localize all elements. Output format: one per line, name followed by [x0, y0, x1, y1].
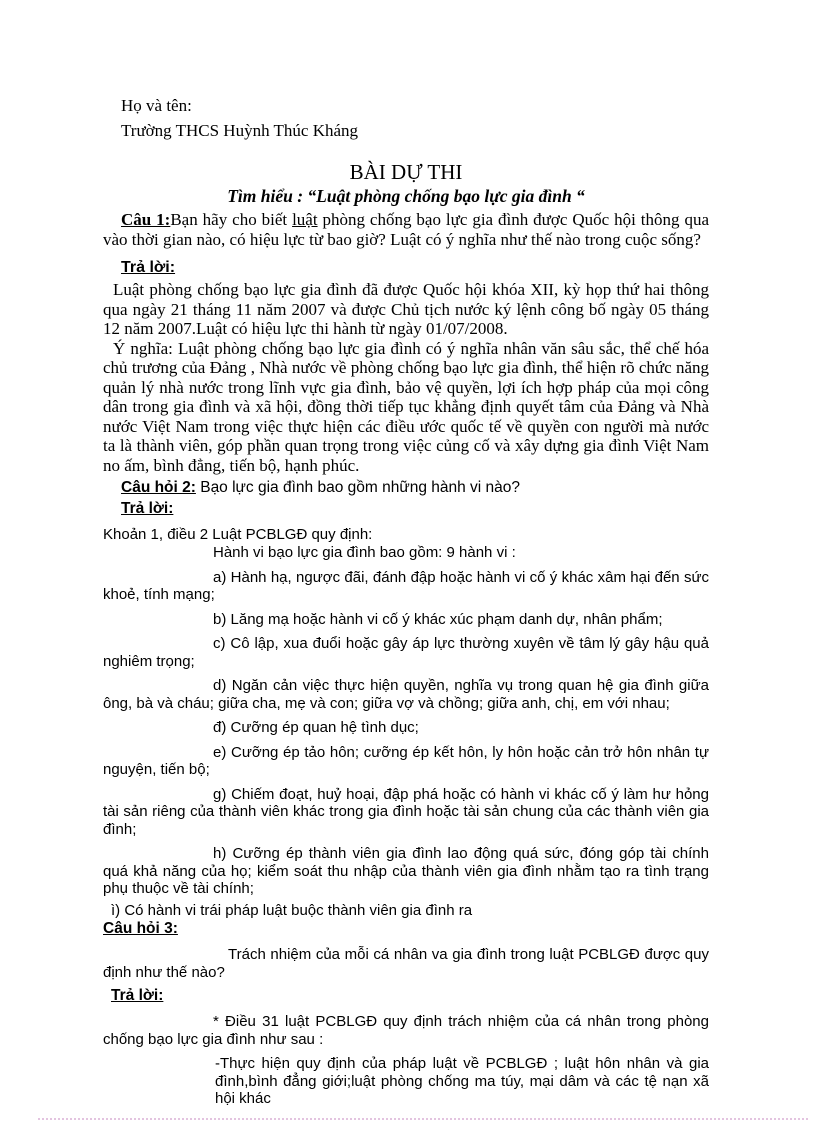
question-1-text-b: phòng chống bạo lực gia đình được Quốc hội thông qua vào thời gian nào, có hiệu lực từ bao giờ? Luật có ý nghĩa như thế nào trong cuộc sống?	[103, 210, 709, 249]
question-2-text: Bạo lực gia đình bao gồm những hành vi nào?	[195, 479, 521, 496]
question-2-line	[103, 479, 709, 497]
answer-2-intro-count: Hành vi bạo lực gia đình bao gồm: 9 hành vi :	[213, 544, 516, 561]
page-break-dotted-line	[38, 1118, 808, 1120]
behavior-item-h: h) Cưỡng ép thành viên gia đình lao động quá sức, đóng góp tài chính quá khả năng của họ; kiểm soát thu nhập của thành viên gia đình nhằm tạo ra tình trạng phụ thuộc về tài chính;	[103, 845, 709, 897]
question-2-label: Câu hỏi 2:	[121, 479, 196, 496]
question-3-header: Câu hỏi 3:	[103, 920, 178, 937]
answer-1-header: Trả lời:	[121, 259, 176, 276]
behavior-item-dd: đ) Cưỡng ép quan hệ tình dục;	[213, 719, 419, 736]
behavior-item-c: c) Cô lập, xua đuổi hoặc gây áp lực thường xuyên về tâm lý gây hậu quả nghiêm trọng;	[103, 635, 709, 670]
answer-1-paragraph-meaning: Ý nghĩa: Luật phòng chống bạo lực gia đình có ý nghĩa nhân văn sâu sắc, thể chế hóa chủ trương của Đảng , Nhà nước về phòng chống bạo lực gia đình, thể hiện rõ chức năng quản lý nhà nước trong lĩnh vực gia đình, bảo vệ quyền, lợi ích hợp pháp của mọi công dân trong gia đình và xã hội, đồng thời tiếp tục khẳng định quyết tâm của Đảng và Nhà nước Việt Nam trong việc thực hiện các điều ước quốc tế về quyền con người mà nước ta là thành viên, góp phần quan trọng trong việc củng cố và xây dựng gia đình Việt Nam no ấm, bình đẳng, tiến bộ, hạnh phúc.	[103, 338, 709, 475]
question-1-paragraph	[103, 210, 709, 249]
behavior-item-e: e) Cưỡng ép tảo hôn; cưỡng ép kết hôn, ly hôn hoặc cản trở hôn nhân tự nguyện, tiến bộ;	[103, 743, 709, 778]
author-name-line: Họ và tên:	[121, 96, 192, 115]
document-title: BÀI DỰ THI	[349, 160, 463, 184]
behavior-item-a: a) Hành hạ, ngược đãi, đánh đập hoặc hành vi cố ý khác xâm hại đến sức khoẻ, tính mạng;	[103, 568, 709, 603]
behavior-item-b: b) Lăng mạ hoặc hành vi cố ý khác xúc phạm danh dự, nhân phẩm;	[213, 610, 663, 628]
answer-3-paragraph-duties: -Thực hiện quy định của pháp luật về PCBLGĐ ; luật hôn nhân và gia đình,bình đẳng giới;luật phòng chống ma túy, mại dâm và các tệ nạn xã hội khác	[215, 1055, 709, 1107]
question-3-paragraph: Trách nhiệm của mỗi cá nhân va gia đình trong luật PCBLGĐ được quy định như thế nào?	[103, 946, 709, 981]
question-1-text-a: Bạn hãy cho biết	[170, 210, 293, 229]
answer-3-header: Trả lời:	[111, 987, 164, 1004]
answer-2-header: Trả lời:	[121, 499, 174, 517]
behavior-item-d: d) Ngăn cản việc thực hiện quyền, nghĩa vụ trong quan hệ gia đình giữa ông, bà và cháu; giữa cha, mẹ và con; giữa vợ và chồng; giữa anh, chị, em với nhau;	[103, 677, 709, 712]
question-1-underlined-word: luật	[292, 210, 318, 229]
answer-2-intro-clause: Khoản 1, điều 2 Luật PCBLGĐ quy định:	[103, 525, 373, 543]
answer-1-paragraph-law: Luật phòng chống bạo lực gia đình đã được Quốc hội khóa XII, kỳ họp thứ hai thông qua ngày 21 tháng 11 năm 2007 và được Chủ tịch nước ký lệnh công bố ngày 05 tháng 12 năm 2007.Luật có hiệu lực thi hành từ ngày 01/07/2008.	[103, 280, 709, 338]
answer-3-paragraph-article31: * Điều 31 luật PCBLGĐ quy định trách nhiệm của cá nhân trong phòng chống bạo lực gia đình như sau :	[103, 1013, 709, 1048]
behavior-item-i: ì) Có hành vi trái pháp luật buộc thành viên gia đình ra	[111, 901, 473, 919]
behavior-item-g: g) Chiếm đoạt, huỷ hoại, đập phá hoặc có hành vi khác cố ý làm hư hỏng tài sản riêng của thành viên khác trong gia đình hoặc tài sản chung của các thành viên gia đình;	[103, 785, 709, 838]
question-1-label: Câu 1:	[121, 210, 171, 229]
document-subtitle: Tìm hiểu : “Luật phòng chống bạo lực gia đình “	[227, 186, 585, 206]
school-line: Trường THCS Huỳnh Thúc Kháng	[121, 121, 359, 140]
document-content	[103, 93, 709, 1108]
